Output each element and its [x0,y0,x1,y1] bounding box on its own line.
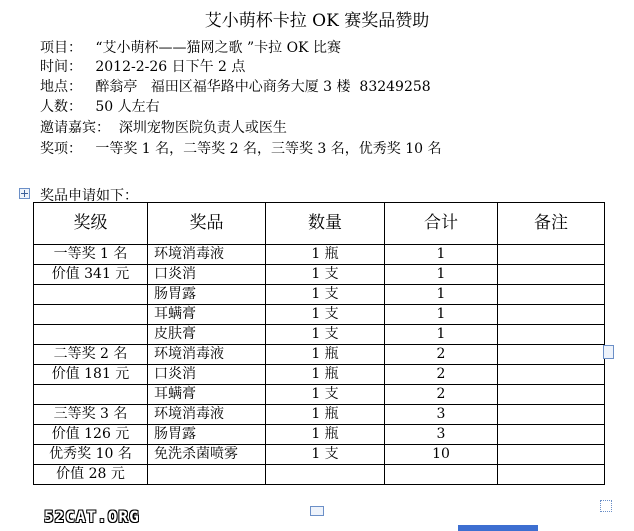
time-line: 时间： 2012-2-26 日下午 2 点 [40,59,246,75]
cell-level: 二等奖 2 名 [34,345,148,365]
cell-notes [498,285,605,305]
cell-level [34,385,148,405]
cell-quantity: 1 瓶 [266,405,385,425]
cell-quantity [266,465,385,485]
column-resize-handle-icon[interactable] [603,345,614,359]
cell-total: 1 [385,305,498,325]
cell-total: 2 [385,365,498,385]
header-prize: 奖品 [148,203,266,245]
cell-notes [498,245,605,265]
header-notes: 备注 [498,203,605,245]
cell-level: 三等奖 3 名 [34,405,148,425]
cell-prize: 肠胃露 [148,425,266,445]
cell-level [34,325,148,345]
prize-table [33,202,605,485]
table-row [34,405,605,425]
table-row [34,285,605,305]
cell-prize: 口炎消 [148,265,266,285]
cell-prize [148,465,266,485]
cell-notes [498,445,605,465]
table-row [34,385,605,405]
cell-level: 价值 126 元 [34,425,148,445]
table-row [34,305,605,325]
cell-level: 优秀奖 10 名 [34,445,148,465]
cell-total: 1 [385,285,498,305]
table-row [34,345,605,365]
cell-notes [498,325,605,345]
cell-total: 1 [385,245,498,265]
table-row [34,325,605,345]
table-row [34,445,605,465]
cell-prize: 环境消毒液 [148,345,266,365]
cell-notes [498,345,605,365]
table-row [34,465,605,485]
cell-total: 1 [385,265,498,285]
cell-prize: 环境消毒液 [148,245,266,265]
cell-level: 一等奖 1 名 [34,245,148,265]
cell-quantity: 1 支 [266,385,385,405]
table-move-handle-icon[interactable] [19,188,30,199]
header-total: 合计 [385,203,498,245]
cell-prize: 肠胃露 [148,285,266,305]
table-row [34,265,605,285]
cell-notes [498,425,605,445]
cell-prize: 免洗杀菌喷雾 [148,445,266,465]
header-quantity: 数量 [266,203,385,245]
cell-level: 价值 28 元 [34,465,148,485]
table-row [34,365,605,385]
cell-quantity: 1 支 [266,265,385,285]
cell-notes [498,365,605,385]
cell-quantity: 1 支 [266,285,385,305]
cell-quantity: 1 瓶 [266,245,385,265]
header-level: 奖级 [34,203,148,245]
cell-quantity: 1 支 [266,445,385,465]
taskbar-fragment [458,525,538,531]
attendance-line: 人数： 50 人左右 [40,99,160,115]
cell-total: 3 [385,425,498,445]
cell-quantity: 1 瓶 [266,365,385,385]
cell-notes [498,385,605,405]
cell-notes [498,305,605,325]
cell-prize: 耳螨膏 [148,385,266,405]
cell-quantity: 1 支 [266,325,385,345]
project-line: 项目： “艾小萌杯——猫网之歌 ”卡拉 OK 比赛 [40,40,341,56]
document-title: 艾小萌杯卡拉 OK 赛奖品赞助 [204,11,430,31]
location-line: 地点： 醉翁亭 福田区福华路中心商务大厦 3 楼 83249258 [40,79,431,95]
cell-quantity: 1 瓶 [266,345,385,365]
cell-total: 3 [385,405,498,425]
cell-level: 价值 341 元 [34,265,148,285]
row-resize-handle-icon[interactable] [310,506,324,516]
cell-quantity: 1 支 [266,305,385,325]
cell-level [34,305,148,325]
cell-prize: 口炎消 [148,365,266,385]
table-row [34,425,605,445]
cell-total: 10 [385,445,498,465]
cell-prize: 耳螨膏 [148,305,266,325]
cell-quantity: 1 瓶 [266,425,385,445]
cell-notes [498,465,605,485]
table-resize-corner-icon[interactable] [600,500,612,512]
cell-prize: 环境消毒液 [148,405,266,425]
cell-level: 价值 181 元 [34,365,148,385]
cell-total: 2 [385,345,498,365]
cell-total: 2 [385,385,498,405]
cell-total [385,465,498,485]
cell-level [34,285,148,305]
table-row [34,245,605,265]
prize-intro: 奖品申请如下： [40,188,138,204]
table-header-row [34,203,605,245]
cell-prize: 皮肤膏 [148,325,266,345]
cell-total: 1 [385,325,498,345]
cell-notes [498,405,605,425]
awards-line: 奖项： 一等奖 1 名，二等奖 2 名，三等奖 3 名，优秀奖 10 名 [40,141,442,157]
guests-line: 邀请嘉宾： 深圳宠物医院负责人或医生 [40,120,287,136]
watermark: 52CAT.ORG [44,507,140,526]
cell-notes [498,265,605,285]
